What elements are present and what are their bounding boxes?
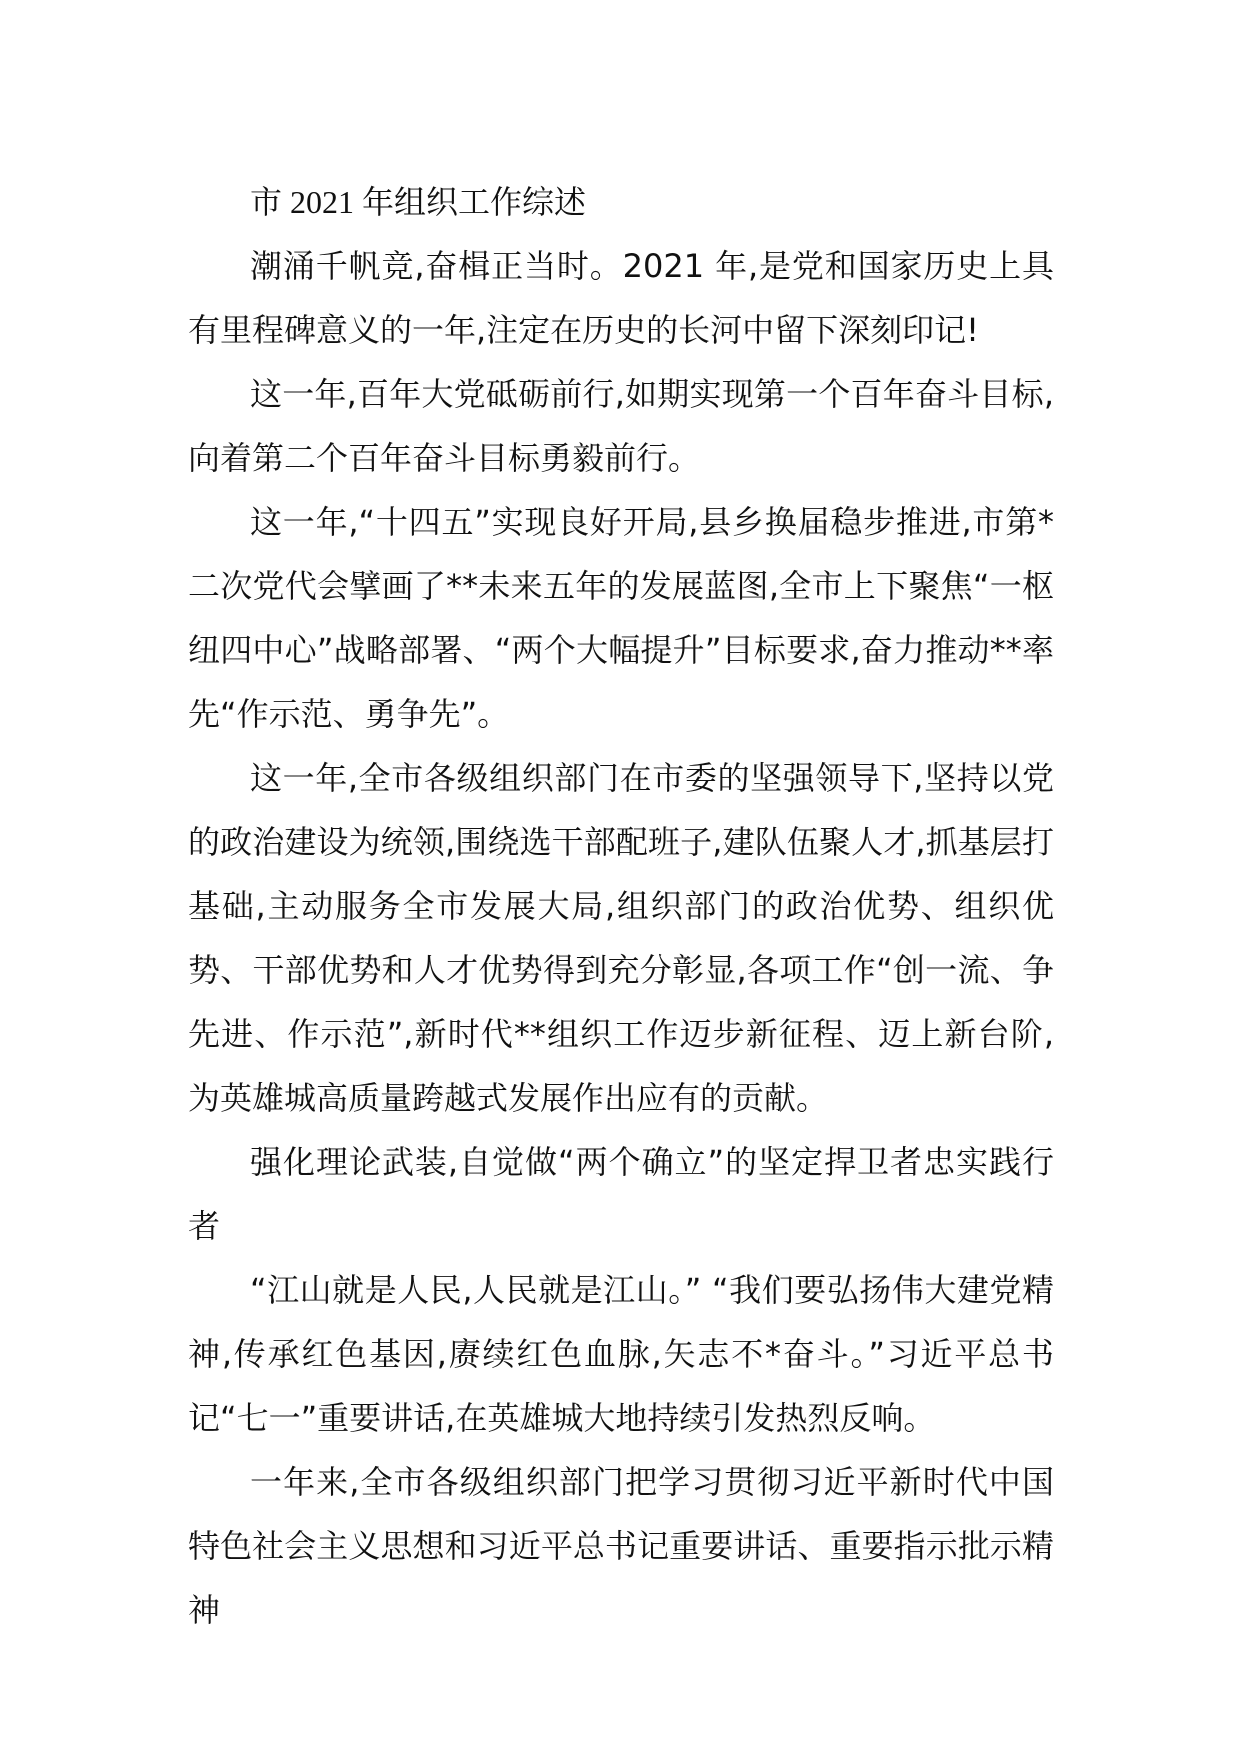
paragraph-quote: “江山就是人民,人民就是江山。” “我们要弘扬伟大建党精神,传承红色基因,赓续红色血脉,矢志不*奋斗。”习近平总书记“七一”重要讲话,在英雄城大地持续引发热烈反响。 [188, 1271, 1054, 1437]
document-page [188, 170, 1054, 1642]
document-title: 市 2021 年组织工作综述 [250, 184, 587, 220]
paragraph-organization-work: 这一年,全市各级组织部门在市委的坚强领导下,坚持以党的政治建设为统领,围绕选干部配班子,建队伍聚人才,抓基层打基础,主动服务全市发展大局,组织部门的政治优势、组织优势、干部优势和人才优势得到充分彰显,各项工作“创一流、争先进、作示范”,新时代**组织工作迈步新征程、迈上新台阶,为英雄城高质量跨越式发展作出应有的贡献。 [188, 759, 1054, 1117]
section-heading-theory: 强化理论武装,自觉做“两个确立”的坚定捍卫者忠实践行者 [188, 1143, 1054, 1245]
paragraph-centenary: 这一年,百年大党砥砺前行,如期实现第一个百年奋斗目标,向着第二个百年奋斗目标勇毅前行。 [188, 375, 1054, 477]
paragraph-year-review: 一年来,全市各级组织部门把学习贯彻习近平新时代中国特色社会主义思想和习近平总书记重要讲话、重要指示批示精神 [188, 1463, 1054, 1629]
paragraph-intro: 潮涌千帆竞,奋楫正当时。2021 年,是党和国家历史上具有里程碑意义的一年,注定在历史的长河中留下深刻印记! [188, 247, 1054, 349]
paragraph-five-year-plan: 这一年,“十四五”实现良好开局,县乡换届稳步推进,市第*二次党代会擘画了**未来五年的发展蓝图,全市上下聚焦“一枢纽四中心”战略部署、“两个大幅提升”目标要求,奋力推动**率先“作示范、勇争先”。 [188, 503, 1054, 733]
